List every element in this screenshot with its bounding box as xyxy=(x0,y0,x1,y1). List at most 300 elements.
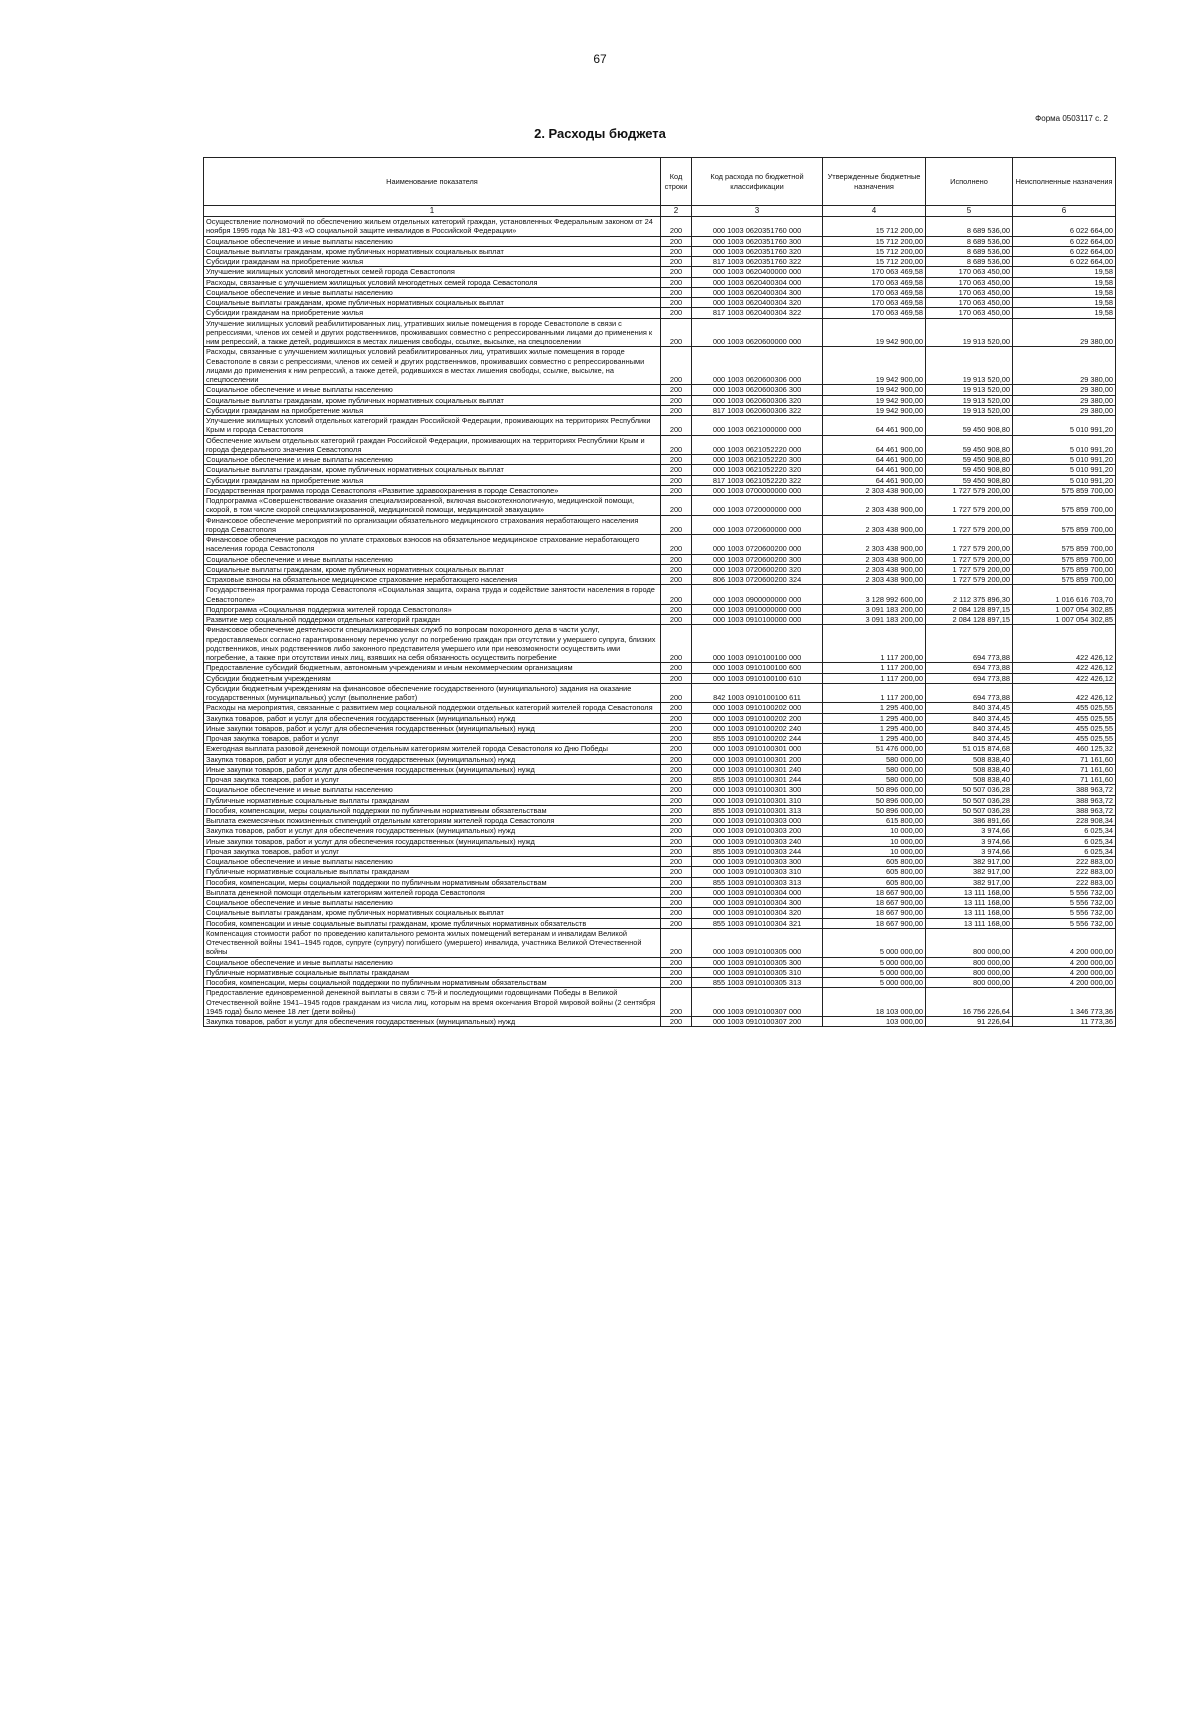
row-approved: 64 461 900,00 xyxy=(823,475,926,485)
row-classification-code: 000 1003 0720600000 000 xyxy=(692,515,823,535)
table-row xyxy=(204,703,1116,713)
row-name: Ежегодная выплата разовой денежной помощи отдельным категориям жителей города Севастополя ко Дню Победы xyxy=(204,744,661,754)
row-classification-code: 806 1003 0720600200 324 xyxy=(692,575,823,585)
row-unexecuted: 228 908,34 xyxy=(1013,816,1116,826)
row-approved: 10 000,00 xyxy=(823,836,926,846)
row-approved: 1 117 200,00 xyxy=(823,663,926,673)
row-line-code: 200 xyxy=(661,604,692,614)
row-name: Иные закупки товаров, работ и услуг для обеспечения государственных (муниципальных) нужд xyxy=(204,723,661,733)
row-unexecuted: 5 556 732,00 xyxy=(1013,898,1116,908)
row-approved: 580 000,00 xyxy=(823,754,926,764)
row-name: Страховые взносы на обязательное медицинское страхование неработающего населения xyxy=(204,575,661,585)
row-approved: 1 295 400,00 xyxy=(823,723,926,733)
row-unexecuted: 6 022 664,00 xyxy=(1013,246,1116,256)
row-name: Социальное обеспечение и иные выплаты населению xyxy=(204,857,661,867)
row-unexecuted: 388 963,72 xyxy=(1013,805,1116,815)
row-classification-code: 000 1003 0910100301 000 xyxy=(692,744,823,754)
row-unexecuted: 29 380,00 xyxy=(1013,347,1116,385)
row-executed: 59 450 908,80 xyxy=(926,435,1013,455)
table-row xyxy=(204,395,1116,405)
row-executed: 508 838,40 xyxy=(926,764,1013,774)
row-executed: 170 063 450,00 xyxy=(926,308,1013,318)
row-unexecuted: 575 859 700,00 xyxy=(1013,485,1116,495)
row-approved: 10 000,00 xyxy=(823,846,926,856)
row-unexecuted: 29 380,00 xyxy=(1013,395,1116,405)
row-approved: 580 000,00 xyxy=(823,764,926,774)
table-row xyxy=(204,485,1116,495)
row-approved: 18 667 900,00 xyxy=(823,918,926,928)
row-approved: 64 461 900,00 xyxy=(823,416,926,436)
row-line-code: 200 xyxy=(661,723,692,733)
row-executed: 694 773,88 xyxy=(926,625,1013,663)
row-executed: 50 507 036,28 xyxy=(926,795,1013,805)
row-classification-code: 000 1003 0910100301 240 xyxy=(692,764,823,774)
row-unexecuted: 5 010 991,20 xyxy=(1013,455,1116,465)
row-line-code: 200 xyxy=(661,475,692,485)
table-row xyxy=(204,978,1116,988)
row-classification-code: 000 1003 0910100303 000 xyxy=(692,816,823,826)
row-executed: 2 084 128 897,15 xyxy=(926,615,1013,625)
row-approved: 64 461 900,00 xyxy=(823,455,926,465)
row-line-code: 200 xyxy=(661,236,692,246)
row-name: Социальное обеспечение и иные выплаты населению xyxy=(204,385,661,395)
row-executed: 382 917,00 xyxy=(926,857,1013,867)
row-name: Финансовое обеспечение деятельности специализированных служб по вопросам похоронного дела в части услуг, предоставляемых согласно гарантированному перечню услуг по погребению граждан при отсутствии у умершего супруга, близких родственников, иных родственников либо законного представителя умершего или при невозможности осуществить ими погребение, а также при отсутствии иных лиц, взявших на себя обязанность осуществить погребение xyxy=(204,625,661,663)
row-unexecuted: 388 963,72 xyxy=(1013,785,1116,795)
row-unexecuted: 4 200 000,00 xyxy=(1013,928,1116,957)
table-row xyxy=(204,723,1116,733)
row-executed: 2 112 375 896,30 xyxy=(926,585,1013,605)
table-row xyxy=(204,795,1116,805)
table-row xyxy=(204,496,1116,516)
row-line-code: 200 xyxy=(661,246,692,256)
col-header-classification-code: Код расхода по бюджетной классификации xyxy=(692,158,823,206)
row-classification-code: 000 1003 0910100305 000 xyxy=(692,928,823,957)
row-unexecuted: 575 859 700,00 xyxy=(1013,535,1116,555)
row-executed: 840 374,45 xyxy=(926,713,1013,723)
row-approved: 18 667 900,00 xyxy=(823,898,926,908)
row-line-code: 200 xyxy=(661,754,692,764)
table-row xyxy=(204,764,1116,774)
row-executed: 51 015 874,68 xyxy=(926,744,1013,754)
row-executed: 800 000,00 xyxy=(926,957,1013,967)
row-approved: 1 295 400,00 xyxy=(823,703,926,713)
table-row xyxy=(204,298,1116,308)
row-unexecuted: 5 010 991,20 xyxy=(1013,416,1116,436)
row-unexecuted: 575 859 700,00 xyxy=(1013,554,1116,564)
row-executed: 170 063 450,00 xyxy=(926,287,1013,297)
row-executed: 170 063 450,00 xyxy=(926,267,1013,277)
row-classification-code: 000 1003 0910100202 000 xyxy=(692,703,823,713)
row-classification-code: 817 1003 0620600306 322 xyxy=(692,405,823,415)
row-approved: 18 103 000,00 xyxy=(823,988,926,1017)
row-approved: 1 117 200,00 xyxy=(823,683,926,703)
row-approved: 15 712 200,00 xyxy=(823,257,926,267)
table-row xyxy=(204,836,1116,846)
row-name: Выплата денежной помощи отдельным категориям жителей города Севастополя xyxy=(204,887,661,897)
row-executed: 800 000,00 xyxy=(926,928,1013,957)
row-unexecuted: 4 200 000,00 xyxy=(1013,967,1116,977)
row-approved: 19 942 900,00 xyxy=(823,405,926,415)
row-classification-code: 000 1003 0910100305 310 xyxy=(692,967,823,977)
row-classification-code: 855 1003 0910100304 321 xyxy=(692,918,823,928)
table-row xyxy=(204,625,1116,663)
form-reference: Форма 0503117 с. 2 xyxy=(1035,114,1108,123)
row-name: Развитие мер социальной поддержки отдельных категорий граждан xyxy=(204,615,661,625)
table-row xyxy=(204,673,1116,683)
row-approved: 580 000,00 xyxy=(823,775,926,785)
row-executed: 694 773,88 xyxy=(926,683,1013,703)
row-unexecuted: 222 883,00 xyxy=(1013,867,1116,877)
row-line-code: 200 xyxy=(661,465,692,475)
row-executed: 13 111 168,00 xyxy=(926,887,1013,897)
row-executed: 59 450 908,80 xyxy=(926,475,1013,485)
row-executed: 382 917,00 xyxy=(926,877,1013,887)
row-approved: 64 461 900,00 xyxy=(823,435,926,455)
row-classification-code: 000 1003 0910100303 300 xyxy=(692,857,823,867)
row-classification-code: 000 1003 0910100202 200 xyxy=(692,713,823,723)
row-executed: 50 507 036,28 xyxy=(926,785,1013,795)
table-row xyxy=(204,217,1116,237)
row-approved: 50 896 000,00 xyxy=(823,805,926,815)
row-name: Закупка товаров, работ и услуг для обеспечения государственных (муниципальных) нужд xyxy=(204,754,661,764)
table-row xyxy=(204,957,1116,967)
row-unexecuted: 455 025,55 xyxy=(1013,703,1116,713)
row-unexecuted: 5 010 991,20 xyxy=(1013,465,1116,475)
row-approved: 50 896 000,00 xyxy=(823,785,926,795)
row-executed: 1 727 579 200,00 xyxy=(926,564,1013,574)
row-name: Расходы на мероприятия, связанные с развитием мер социальной поддержки отдельных категорий жителей города Севастополя xyxy=(204,703,661,713)
row-name: Предоставление субсидий бюджетным, автономным учреждениям и иным некоммерческим организациям xyxy=(204,663,661,673)
row-executed: 800 000,00 xyxy=(926,967,1013,977)
row-unexecuted: 1 007 054 302,85 xyxy=(1013,604,1116,614)
row-name: Публичные нормативные социальные выплаты гражданам xyxy=(204,795,661,805)
table-row xyxy=(204,385,1116,395)
row-unexecuted: 575 859 700,00 xyxy=(1013,575,1116,585)
table-row xyxy=(204,416,1116,436)
row-line-code: 200 xyxy=(661,535,692,555)
row-unexecuted: 422 426,12 xyxy=(1013,683,1116,703)
row-approved: 1 295 400,00 xyxy=(823,713,926,723)
row-name: Улучшение жилищных условий многодетных семей города Севастополя xyxy=(204,267,661,277)
row-classification-code: 000 1003 0910100100 000 xyxy=(692,625,823,663)
row-executed: 508 838,40 xyxy=(926,754,1013,764)
table-row xyxy=(204,535,1116,555)
table-row xyxy=(204,575,1116,585)
row-classification-code: 000 1003 0910100301 200 xyxy=(692,754,823,764)
row-classification-code: 000 1003 0620600306 300 xyxy=(692,385,823,395)
row-executed: 59 450 908,80 xyxy=(926,465,1013,475)
row-unexecuted: 222 883,00 xyxy=(1013,857,1116,867)
row-classification-code: 000 1003 0910100303 200 xyxy=(692,826,823,836)
row-classification-code: 000 1003 0720600200 300 xyxy=(692,554,823,564)
row-line-code: 200 xyxy=(661,395,692,405)
table-row xyxy=(204,267,1116,277)
table-row xyxy=(204,515,1116,535)
row-classification-code: 000 1003 0720000000 000 xyxy=(692,496,823,516)
row-name: Социальные выплаты гражданам, кроме публичных нормативных социальных выплат xyxy=(204,298,661,308)
row-executed: 8 689 536,00 xyxy=(926,217,1013,237)
row-name: Социальные выплаты гражданам, кроме публичных нормативных социальных выплат xyxy=(204,564,661,574)
row-line-code: 200 xyxy=(661,585,692,605)
row-approved: 2 303 438 900,00 xyxy=(823,496,926,516)
row-approved: 103 000,00 xyxy=(823,1017,926,1027)
table-row xyxy=(204,405,1116,415)
row-unexecuted: 5 556 732,00 xyxy=(1013,918,1116,928)
row-executed: 19 913 520,00 xyxy=(926,395,1013,405)
row-classification-code: 000 1003 0910100301 300 xyxy=(692,785,823,795)
row-approved: 15 712 200,00 xyxy=(823,217,926,237)
row-name: Обеспечение жильем отдельных категорий граждан Российской Федерации, проживающих на территориях Республики Крым и города федерального значения Севастополя xyxy=(204,435,661,455)
table-row xyxy=(204,805,1116,815)
row-approved: 2 303 438 900,00 xyxy=(823,575,926,585)
row-unexecuted: 6 022 664,00 xyxy=(1013,257,1116,267)
row-executed: 59 450 908,80 xyxy=(926,455,1013,465)
row-line-code: 200 xyxy=(661,826,692,836)
row-executed: 840 374,45 xyxy=(926,734,1013,744)
row-name: Публичные нормативные социальные выплаты гражданам xyxy=(204,967,661,977)
col-header-unexecuted: Неисполненные назначения xyxy=(1013,158,1116,206)
row-unexecuted: 29 380,00 xyxy=(1013,405,1116,415)
row-executed: 1 727 579 200,00 xyxy=(926,496,1013,516)
row-unexecuted: 11 773,36 xyxy=(1013,1017,1116,1027)
row-classification-code: 817 1003 0620400304 322 xyxy=(692,308,823,318)
row-approved: 605 800,00 xyxy=(823,867,926,877)
row-executed: 8 689 536,00 xyxy=(926,236,1013,246)
table-row xyxy=(204,734,1116,744)
row-name: Пособия, компенсации, меры социальной поддержки по публичным нормативным обязательствам xyxy=(204,978,661,988)
row-classification-code: 000 1003 0620400304 300 xyxy=(692,287,823,297)
table-row xyxy=(204,585,1116,605)
row-executed: 3 974,66 xyxy=(926,826,1013,836)
row-classification-code: 817 1003 0621052220 322 xyxy=(692,475,823,485)
table-row xyxy=(204,465,1116,475)
row-name: Прочая закупка товаров, работ и услуг xyxy=(204,846,661,856)
row-name: Субсидии бюджетным учреждениям на финансовое обеспечение государственного (муниципального) задания на оказание государственных (муниципальных) услуг (выполнение работ) xyxy=(204,683,661,703)
row-classification-code: 000 1003 0910100304 320 xyxy=(692,908,823,918)
row-unexecuted: 19,58 xyxy=(1013,308,1116,318)
column-number-row xyxy=(204,206,1116,217)
row-classification-code: 000 1003 0910100304 000 xyxy=(692,887,823,897)
row-approved: 2 303 438 900,00 xyxy=(823,535,926,555)
row-classification-code: 000 1003 0621052220 320 xyxy=(692,465,823,475)
row-classification-code: 000 1003 0621052220 000 xyxy=(692,435,823,455)
row-unexecuted: 422 426,12 xyxy=(1013,663,1116,673)
row-approved: 170 063 469,58 xyxy=(823,298,926,308)
row-unexecuted: 29 380,00 xyxy=(1013,385,1116,395)
table-row xyxy=(204,564,1116,574)
row-line-code: 200 xyxy=(661,908,692,918)
table-row xyxy=(204,857,1116,867)
row-approved: 5 000 000,00 xyxy=(823,978,926,988)
row-unexecuted: 6 025,34 xyxy=(1013,846,1116,856)
row-approved: 615 800,00 xyxy=(823,816,926,826)
row-name: Финансовое обеспечение расходов по уплате страховых взносов на обязательное медицинское страхование неработающего населения города Севастополя xyxy=(204,535,661,555)
row-approved: 1 295 400,00 xyxy=(823,734,926,744)
table-row xyxy=(204,826,1116,836)
row-line-code: 200 xyxy=(661,625,692,663)
row-classification-code: 000 1003 0910100303 240 xyxy=(692,836,823,846)
row-line-code: 200 xyxy=(661,663,692,673)
row-unexecuted: 6 025,34 xyxy=(1013,826,1116,836)
row-name: Подпрограмма «Совершенствование оказания специализированной, включая высокотехнологичную, медицинской помощи, скорой, в том числе скорой специализированной, медицинской помощи, медицинской эвакуации» xyxy=(204,496,661,516)
row-name: Социальное обеспечение и иные выплаты населению xyxy=(204,554,661,564)
row-unexecuted: 5 556 732,00 xyxy=(1013,908,1116,918)
row-approved: 19 942 900,00 xyxy=(823,385,926,395)
row-classification-code: 000 1003 0620351760 000 xyxy=(692,217,823,237)
col-number: 4 xyxy=(823,206,926,217)
row-line-code: 200 xyxy=(661,257,692,267)
row-line-code: 200 xyxy=(661,267,692,277)
row-unexecuted: 6 025,34 xyxy=(1013,836,1116,846)
row-approved: 1 117 200,00 xyxy=(823,625,926,663)
row-name: Закупка товаров, работ и услуг для обеспечения государственных (муниципальных) нужд xyxy=(204,826,661,836)
row-classification-code: 000 1003 0910100301 310 xyxy=(692,795,823,805)
table-row xyxy=(204,604,1116,614)
table-row xyxy=(204,435,1116,455)
row-classification-code: 000 1003 0910100305 300 xyxy=(692,957,823,967)
page-title: 2. Расходы бюджета xyxy=(534,126,666,141)
row-executed: 1 727 579 200,00 xyxy=(926,535,1013,555)
row-line-code: 200 xyxy=(661,217,692,237)
row-unexecuted: 19,58 xyxy=(1013,277,1116,287)
row-line-code: 200 xyxy=(661,683,692,703)
col-number: 6 xyxy=(1013,206,1116,217)
row-unexecuted: 455 025,55 xyxy=(1013,723,1116,733)
row-name: Выплата ежемесячных пожизненных стипендий отдельным категориям жителей города Севастополя xyxy=(204,816,661,826)
row-line-code: 200 xyxy=(661,877,692,887)
row-approved: 2 303 438 900,00 xyxy=(823,485,926,495)
table-row xyxy=(204,713,1116,723)
row-classification-code: 855 1003 0910100202 244 xyxy=(692,734,823,744)
row-name: Социальные выплаты гражданам, кроме публичных нормативных социальных выплат xyxy=(204,908,661,918)
row-line-code: 200 xyxy=(661,967,692,977)
row-classification-code: 000 1003 0910100307 000 xyxy=(692,988,823,1017)
row-approved: 5 000 000,00 xyxy=(823,957,926,967)
row-name: Государственная программа города Севастополя «Социальная защита, охрана труда и содействие занятости населения в городе Севастополе» xyxy=(204,585,661,605)
row-line-code: 200 xyxy=(661,887,692,897)
row-unexecuted: 422 426,12 xyxy=(1013,673,1116,683)
row-approved: 19 942 900,00 xyxy=(823,395,926,405)
col-number: 1 xyxy=(204,206,661,217)
row-name: Социальное обеспечение и иные выплаты населению xyxy=(204,785,661,795)
row-classification-code: 000 1003 0620600000 000 xyxy=(692,318,823,347)
row-executed: 1 727 579 200,00 xyxy=(926,575,1013,585)
row-unexecuted: 71 161,60 xyxy=(1013,754,1116,764)
row-unexecuted: 422 426,12 xyxy=(1013,625,1116,663)
row-unexecuted: 575 859 700,00 xyxy=(1013,515,1116,535)
row-name: Субсидии бюджетным учреждениям xyxy=(204,673,661,683)
row-approved: 18 667 900,00 xyxy=(823,887,926,897)
row-name: Пособия, компенсации, меры социальной поддержки по публичным нормативным обязательствам xyxy=(204,805,661,815)
row-name: Пособия, компенсации и иные социальные выплаты гражданам, кроме публичных нормативных обязательств xyxy=(204,918,661,928)
row-approved: 3 091 183 200,00 xyxy=(823,615,926,625)
row-line-code: 200 xyxy=(661,318,692,347)
row-unexecuted: 5 556 732,00 xyxy=(1013,887,1116,897)
row-line-code: 200 xyxy=(661,898,692,908)
row-line-code: 200 xyxy=(661,928,692,957)
col-number: 5 xyxy=(926,206,1013,217)
row-line-code: 200 xyxy=(661,805,692,815)
table-row xyxy=(204,308,1116,318)
row-executed: 3 974,66 xyxy=(926,836,1013,846)
row-executed: 8 689 536,00 xyxy=(926,257,1013,267)
row-classification-code: 855 1003 0910100301 244 xyxy=(692,775,823,785)
row-classification-code: 000 1003 0720600200 000 xyxy=(692,535,823,555)
row-executed: 694 773,88 xyxy=(926,663,1013,673)
table-row xyxy=(204,744,1116,754)
row-line-code: 200 xyxy=(661,703,692,713)
row-name: Социальные выплаты гражданам, кроме публичных нормативных социальных выплат xyxy=(204,246,661,256)
row-approved: 1 117 200,00 xyxy=(823,673,926,683)
row-executed: 1 727 579 200,00 xyxy=(926,554,1013,564)
row-name: Социальное обеспечение и иные выплаты населению xyxy=(204,455,661,465)
row-line-code: 200 xyxy=(661,978,692,988)
row-executed: 508 838,40 xyxy=(926,775,1013,785)
row-classification-code: 000 1003 0910100307 200 xyxy=(692,1017,823,1027)
col-number: 2 xyxy=(661,206,692,217)
row-approved: 3 091 183 200,00 xyxy=(823,604,926,614)
header-row xyxy=(204,158,1116,206)
row-name: Расходы, связанные с улучшением жилищных условий реабилитированных лиц, утративших жилые помещения в городе Севастополе в связи с репрессиями, членов их семей и других родственников, проживавших совместно с репрессированными лицами до применения к ним репрессий, а также детей, родившихся в местах лишения свободы, ссылке, высылке, на спецпоселении xyxy=(204,347,661,385)
row-line-code: 200 xyxy=(661,1017,692,1027)
row-name: Прочая закупка товаров, работ и услуг xyxy=(204,734,661,744)
row-name: Осуществление полномочий по обеспечению жильем отдельных категорий граждан, установленных Федеральным законом от 24 ноября 1995 года № 181-ФЗ «О социальной защите инвалидов в Российской Федерации» xyxy=(204,217,661,237)
row-executed: 800 000,00 xyxy=(926,978,1013,988)
table-row xyxy=(204,246,1116,256)
col-number: 3 xyxy=(692,206,823,217)
table-row xyxy=(204,455,1116,465)
row-classification-code: 000 1003 0910000000 000 xyxy=(692,604,823,614)
row-approved: 2 303 438 900,00 xyxy=(823,554,926,564)
row-line-code: 200 xyxy=(661,405,692,415)
row-classification-code: 000 1003 0620600306 320 xyxy=(692,395,823,405)
table-row xyxy=(204,318,1116,347)
row-name: Закупка товаров, работ и услуг для обеспечения государственных (муниципальных) нужд xyxy=(204,1017,661,1027)
row-executed: 13 111 168,00 xyxy=(926,918,1013,928)
row-executed: 8 689 536,00 xyxy=(926,246,1013,256)
table-row xyxy=(204,867,1116,877)
row-classification-code: 000 1003 0910100202 240 xyxy=(692,723,823,733)
row-executed: 13 111 168,00 xyxy=(926,908,1013,918)
row-line-code: 200 xyxy=(661,673,692,683)
row-name: Социальные выплаты гражданам, кроме публичных нормативных социальных выплат xyxy=(204,395,661,405)
col-header-name: Наименование показателя xyxy=(204,158,661,206)
row-executed: 19 913 520,00 xyxy=(926,347,1013,385)
row-approved: 5 000 000,00 xyxy=(823,928,926,957)
row-unexecuted: 4 200 000,00 xyxy=(1013,957,1116,967)
row-unexecuted: 5 010 991,20 xyxy=(1013,435,1116,455)
col-header-line-code: Код строки xyxy=(661,158,692,206)
row-classification-code: 000 1003 0910100100 600 xyxy=(692,663,823,673)
row-line-code: 200 xyxy=(661,775,692,785)
row-classification-code: 855 1003 0910100303 244 xyxy=(692,846,823,856)
row-line-code: 200 xyxy=(661,957,692,967)
row-line-code: 200 xyxy=(661,734,692,744)
row-classification-code: 855 1003 0910100303 313 xyxy=(692,877,823,887)
row-line-code: 200 xyxy=(661,836,692,846)
row-line-code: 200 xyxy=(661,785,692,795)
table-row xyxy=(204,908,1116,918)
row-classification-code: 000 1003 0720600200 320 xyxy=(692,564,823,574)
table-row xyxy=(204,887,1116,897)
table-row xyxy=(204,816,1116,826)
row-executed: 2 084 128 897,15 xyxy=(926,604,1013,614)
row-executed: 19 913 520,00 xyxy=(926,318,1013,347)
row-executed: 91 226,64 xyxy=(926,1017,1013,1027)
table-row xyxy=(204,877,1116,887)
row-classification-code: 000 1003 0620400000 000 xyxy=(692,267,823,277)
